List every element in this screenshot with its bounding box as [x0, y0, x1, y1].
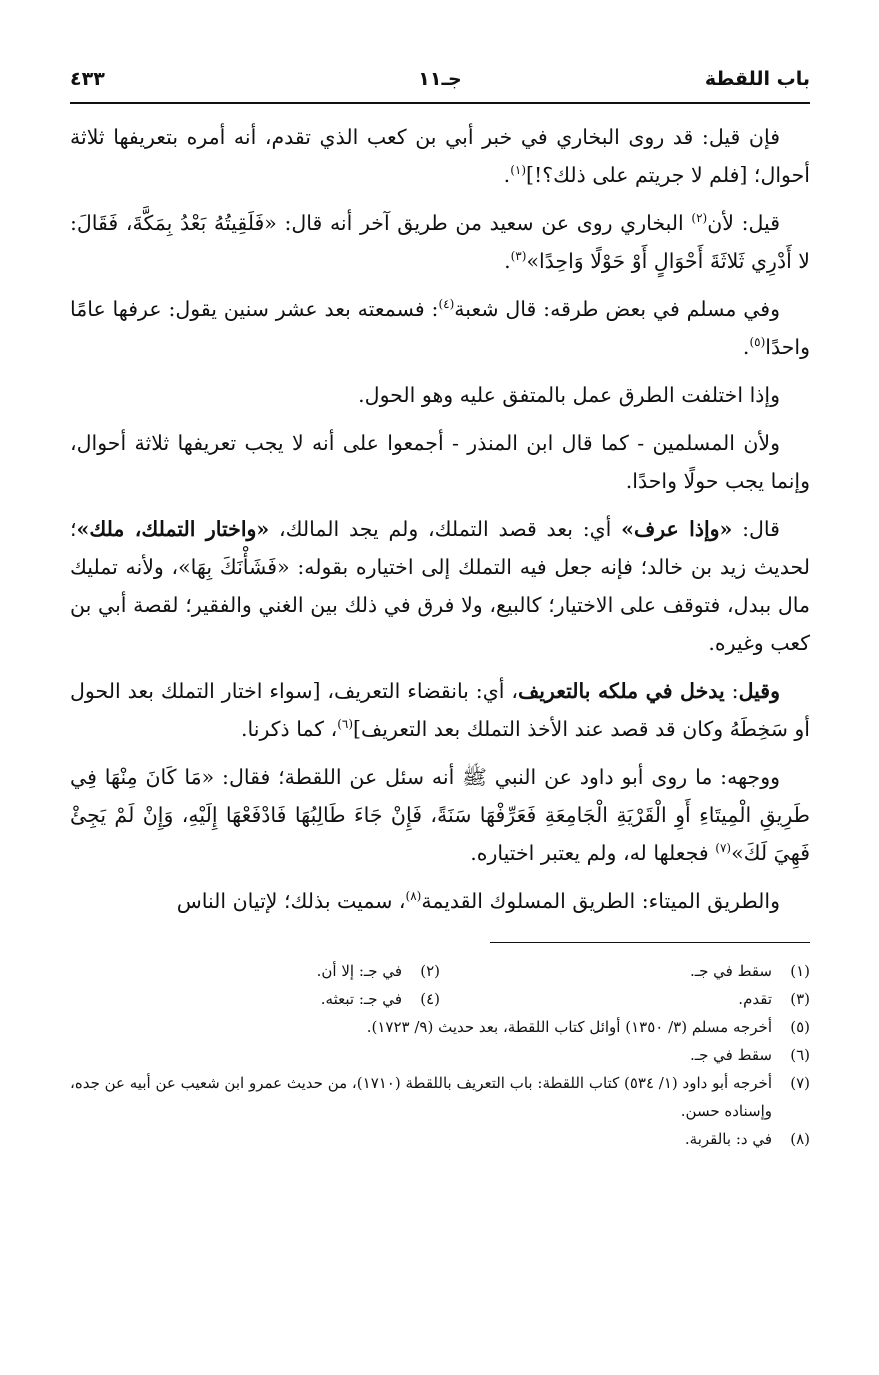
paragraph-text: وفي مسلم في بعض طرقه: قال شعبة [454, 297, 781, 321]
footnote-text: سقط في جـ. [689, 1046, 772, 1064]
footnote-number: (٤) [420, 990, 440, 1008]
header-divider [70, 102, 810, 104]
main-text [70, 118, 810, 920]
footnote-number: (٨) [790, 1130, 810, 1148]
footnote-divider [490, 942, 810, 943]
footnote-item [70, 1041, 810, 1069]
footnote-number: (٥) [790, 1018, 810, 1036]
paragraph-8 [70, 758, 810, 872]
page-header [70, 62, 810, 102]
footnote-ref: (٧) [715, 841, 732, 856]
footnote-text: أخرجه أبو داود (١/ ٥٣٤) كتاب اللقطة: باب التعريف باللقطة (١٧١٠)، من حديث عمرو ابن شعيب عن أبيه عن جده، وإسناده حسن. [70, 1074, 772, 1120]
chapter-title: باب اللقطة [704, 68, 810, 90]
footnote-number: (٦) [790, 1046, 810, 1064]
footnote-ref: (٢) [691, 211, 708, 226]
paragraph-text: . [503, 163, 511, 187]
footnote-text: في د: بالقربة. [684, 1130, 772, 1148]
footnote-ref: (٤) [438, 297, 455, 312]
paragraph-text: فجعلها له، ولم يعتبر اختياره. [470, 841, 716, 865]
footnote-text: أخرجه مسلم (٣/ ١٣٥٠) أوائل كتاب اللقطة، بعد حديث (٩/ ١٧٢٣). [366, 1018, 772, 1036]
footnote-ref: (٣) [510, 249, 527, 264]
footnote-item [70, 957, 440, 985]
footnote-item [70, 1069, 810, 1125]
footnote-text: تقدم. [738, 990, 772, 1008]
paragraph-text: وإذا اختلفت الطرق عمل بالمتفق عليه وهو الحول. [358, 383, 780, 407]
paragraph-text: فإن قيل: قد روى البخاري في خبر أبي بن كعب الذي تقدم، أنه أمره بتعريفها ثلاثة أحوال؛ [فلم لا جريتم على ذلك؟!] [70, 125, 810, 187]
quoted-text-bold: «وإذا عرف» [621, 517, 733, 541]
paragraph-5 [70, 424, 810, 500]
volume-label: جـ١١ [418, 68, 462, 90]
footnote-item [440, 985, 810, 1013]
book-page [70, 62, 810, 1153]
paragraph-text: أي: بعد قصد التملك، ولم يجد المالك، [269, 517, 622, 541]
paragraph-4 [70, 376, 810, 414]
paragraph-text: ، أي: بانقضاء التعريف، [سواء اختار التملك بعد الحول أو سَخِطَهُ وكان قد قصد عند الأخذ التملك بعد التعريف] [70, 679, 810, 741]
footnote-ref: (٦) [337, 717, 354, 732]
footnote-row [70, 985, 810, 1013]
paragraph-text: البخاري روى عن سعيد من طريق آخر أنه قال: «فَلَقِيتُهُ بَعْدُ بِمَكَّةَ، فَقَالَ: لا أَدْرِي ثَلاثَةَ أَحْوَالٍ أَوْ حَوْلًا وَاحِدًا» [70, 211, 810, 273]
footnote-item [440, 957, 810, 985]
paragraph-text: ولأن المسلمين - كما قال ابن المنذر - أجمعوا على أنه لا يجب تعريفها ثلاثة أحوال، وإنما يجب حولًا واحدًا. [70, 431, 810, 493]
paragraph-text: ؛ لحديث زيد بن خالد؛ فإنه جعل فيه التملك إلى اختياره بقوله: «فَشَأْنَكَ بِهَا»، ولأنه تمليك مال ببدل، فتوقف على الاختيار؛ كالبيع، ولا فرق في ذلك بين الغني والفقير؛ لقصة أبي بن كعب وغيره. [70, 517, 810, 655]
footnote-text: سقط في جـ. [689, 962, 772, 980]
paragraph-text: . [504, 249, 511, 273]
footnote-item [70, 985, 440, 1013]
paragraph-text: ، كما ذكرنا. [241, 717, 338, 741]
paragraph-text: والطريق الميتاء: الطريق المسلوك القديمة [421, 889, 780, 913]
paragraph-text: قال: [732, 517, 780, 541]
paragraph-2 [70, 204, 810, 280]
paragraph-text: ووجهه: ما روى أبو داود عن النبي ﷺ أنه سئل عن اللقطة؛ فقال: «مَا كَانَ مِنْهَا فِي طَرِيقِ الْمِيتَاءِ أَوِ الْقَرْيَةِ الْجَامِعَةِ فَعَرِّفْهَا سَنَةً، فَإِنْ جَاءَ طَالِبُهَا فَادْفَعْهَا إِلَيْهِ، وَإِنْ لَمْ يَجِئْ فَهِيَ لَكَ» [70, 765, 810, 865]
quoted-text-bold: يدخل في ملكه بالتعريف [517, 679, 725, 703]
paragraph-7 [70, 672, 810, 748]
paragraph-1 [70, 118, 810, 194]
footnote-row [70, 957, 810, 985]
paragraph-text: : [724, 679, 739, 703]
paragraph-text: ، سميت بذلك؛ لإتيان الناس [176, 889, 406, 913]
footnote-number: (١) [790, 962, 810, 980]
footnote-item [70, 1125, 810, 1153]
footnotes [70, 957, 810, 1153]
footnote-item [70, 1013, 810, 1041]
footnote-ref: (٥) [749, 335, 766, 350]
footnote-number: (٧) [790, 1074, 810, 1092]
footnote-number: (٢) [420, 962, 440, 980]
quoted-text-bold: «واختار التملك، ملك» [76, 517, 270, 541]
footnote-text: في جـ: تبعثه. [320, 990, 402, 1008]
paragraph-text: : فسمعته بعد عشر سنين يقول: عرفها عامًا واحدًا [70, 297, 810, 359]
footnote-ref: (١) [510, 163, 527, 178]
paragraph-text: قيل: لأن [707, 211, 781, 235]
footnote-text: في جـ: إلا أن. [316, 962, 402, 980]
footnote-ref: (٨) [405, 889, 422, 904]
footnote-number: (٣) [790, 990, 810, 1008]
quoted-text-bold: وقيل [738, 679, 780, 703]
paragraph-6 [70, 510, 810, 662]
paragraph-text: . [742, 335, 750, 359]
paragraph-3 [70, 290, 810, 366]
page-number: ٤٣٣ [70, 68, 105, 90]
paragraph-9 [70, 882, 810, 920]
